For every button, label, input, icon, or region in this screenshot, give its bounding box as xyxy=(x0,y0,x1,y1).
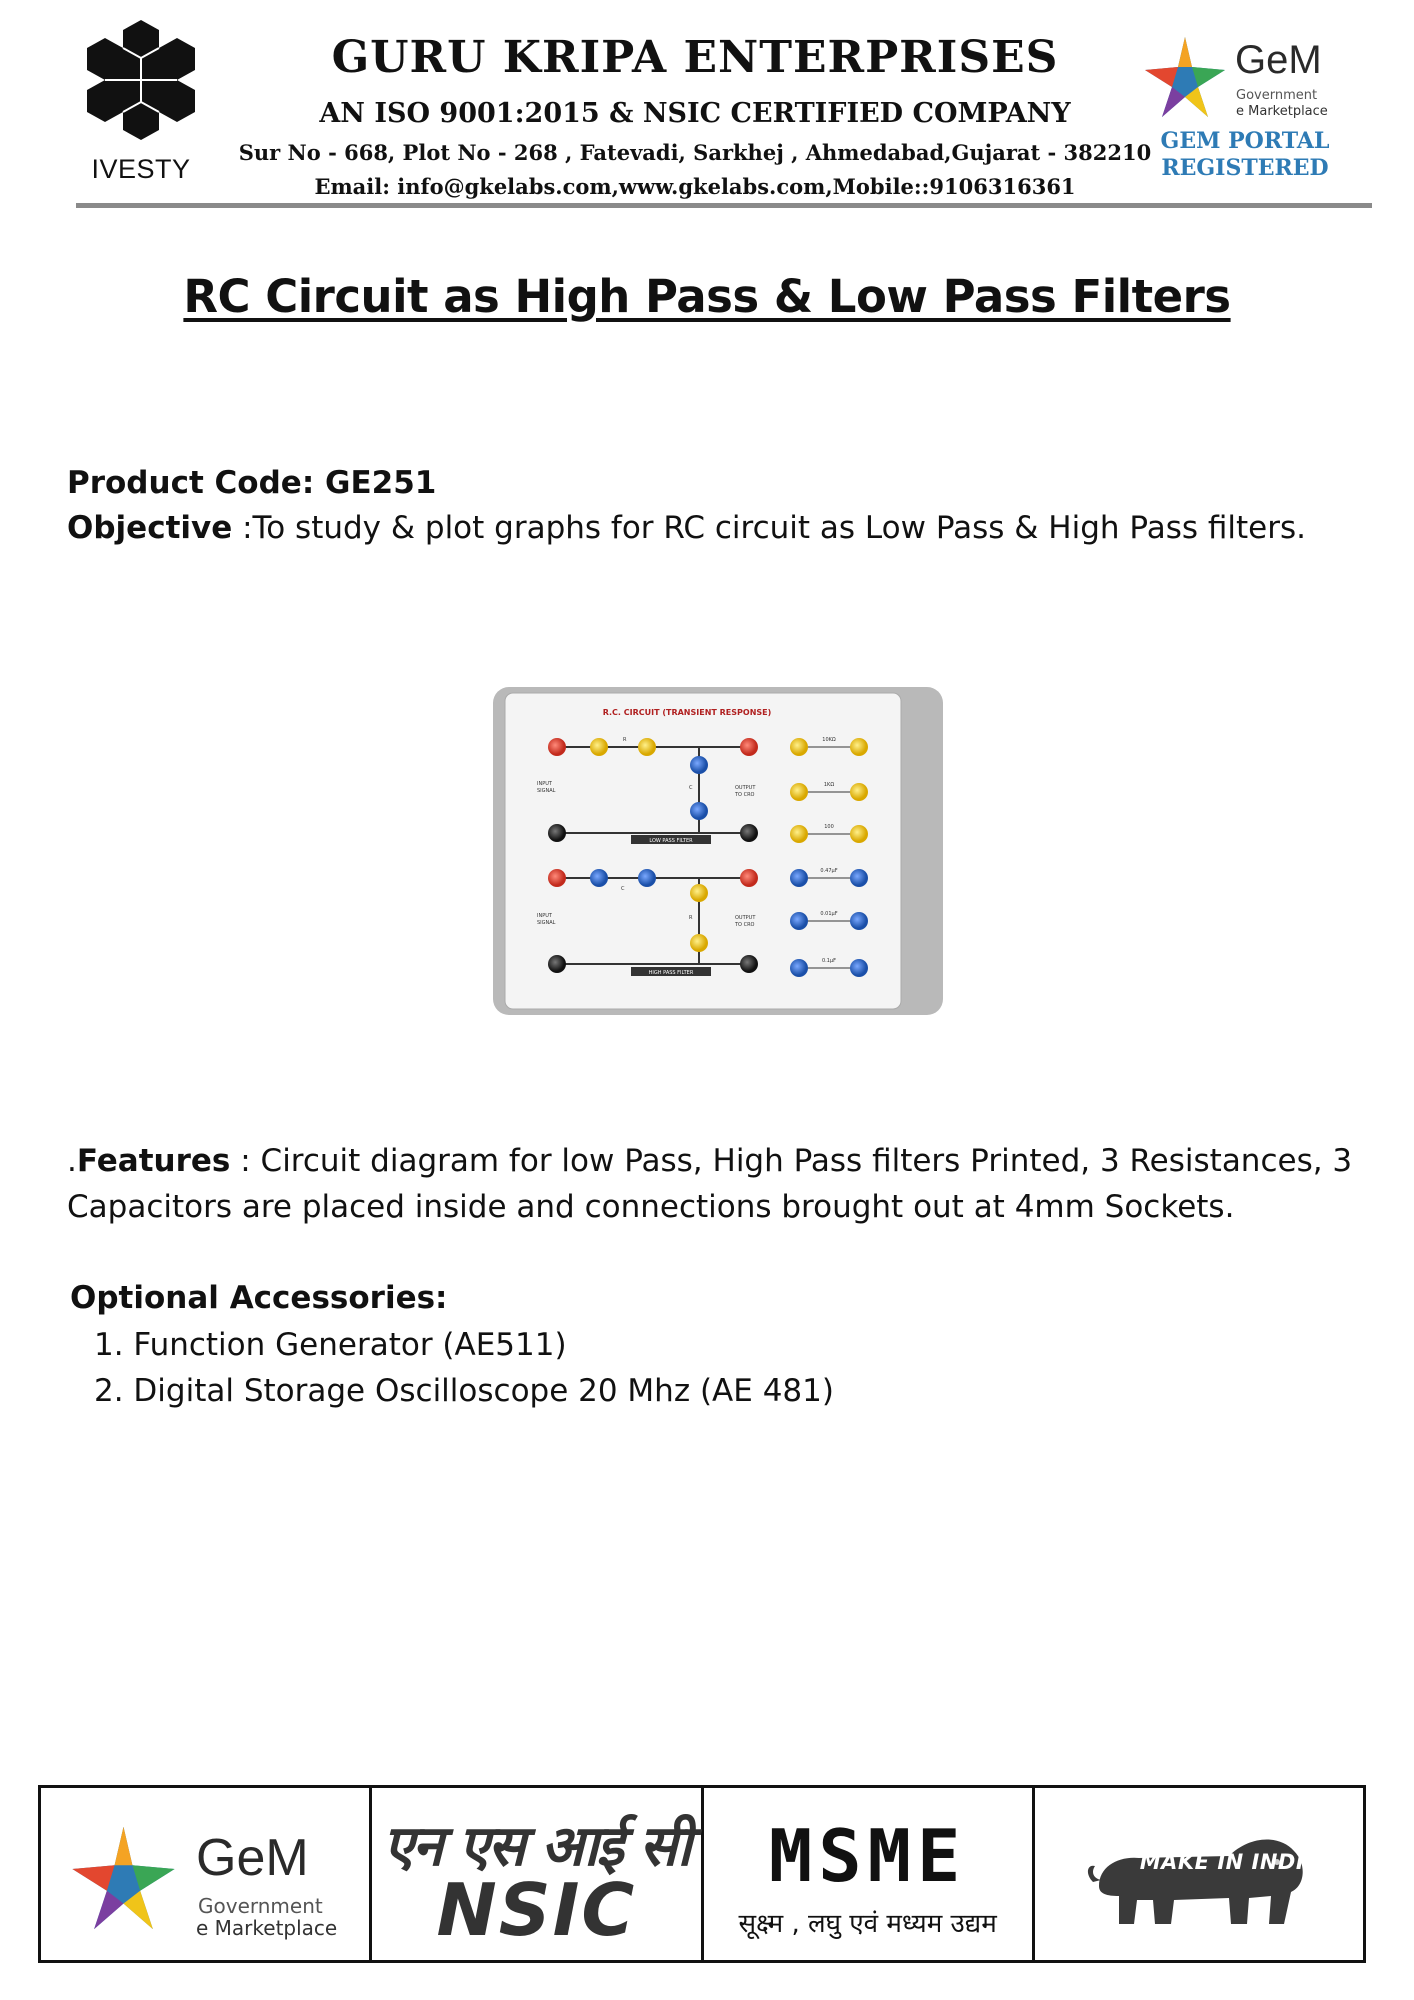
contact-line: Email: info@gkelabs.com,www.gkelabs.com,Mobile::9106316361 xyxy=(314,174,1076,199)
objective-label: Objective xyxy=(67,510,233,546)
page-header xyxy=(0,0,1414,215)
header-divider xyxy=(76,203,1372,208)
input-label-hp-2: SIGNAL xyxy=(537,920,556,926)
lp-r-label: R xyxy=(623,737,627,743)
footer-gem-marketplace: e Marketplace xyxy=(196,1916,338,1940)
nsic-text: NSIC xyxy=(436,1868,637,1952)
footer-nsic-logo xyxy=(372,1788,703,1960)
high-pass-filter-label: HIGH PASS FILTER xyxy=(648,970,694,976)
input-label-hp-1: INPUT xyxy=(537,913,552,919)
list-item: 2. Digital Storage Oscilloscope 20 Mhz (AE 481) xyxy=(94,1373,834,1409)
component-label-3: 100 xyxy=(824,824,834,830)
features-prefix: . xyxy=(67,1143,77,1179)
product-photo xyxy=(487,681,949,1021)
gem-portal-registered xyxy=(1140,128,1350,182)
ivesty-cube-icon xyxy=(81,18,201,148)
gem-star-icon xyxy=(1140,32,1230,122)
footer-logo-strip xyxy=(38,1785,1366,1963)
component-label-4: 0.47μF xyxy=(820,868,838,874)
features-text: : Circuit diagram for low Pass, High Pass filters Printed, 3 Resistances, 3 Capacitors are placed inside and connections brought out at 4mm Sockets. xyxy=(67,1143,1353,1225)
footer-msme-logo xyxy=(704,1788,1035,1960)
objective-text: :To study & plot graphs for RC circuit as Low Pass & High Pass filters. xyxy=(232,510,1306,546)
product-code: Product Code: GE251 xyxy=(67,465,437,501)
objective-line xyxy=(67,510,1387,546)
page-title: RC Circuit as High Pass & Low Pass Filters xyxy=(183,270,1231,323)
output-label-hp-2: TO CRO xyxy=(735,922,755,928)
rc-circuit-panel xyxy=(487,681,949,1021)
msme-wordmark: MSME xyxy=(768,1814,967,1898)
company-name: GURU KRIPA ENTERPRISES xyxy=(331,32,1059,83)
panel-heading: R.C. CIRCUIT (TRANSIENT RESPONSE) xyxy=(602,708,772,717)
component-label-6: 0.1μF xyxy=(821,958,837,964)
features-label: Features xyxy=(76,1143,231,1179)
msme-hindi-tagline: सूक्ष्म , लघु एवं मध्यम उद्यम xyxy=(738,1909,997,1939)
certification-line: AN ISO 9001:2015 & NSIC CERTIFIED COMPANY xyxy=(319,98,1071,129)
ivesty-label: IVESTY xyxy=(91,154,191,184)
make-in-india-text: MAKE IN INDIA xyxy=(1139,1850,1321,1874)
component-label-5: 0.01μF xyxy=(820,911,838,917)
footer-make-in-india-logo xyxy=(1035,1788,1363,1960)
footer-gem-logo xyxy=(41,1788,372,1960)
input-label-lp-1: INPUT xyxy=(537,781,552,787)
hp-r-label: R xyxy=(689,915,693,921)
output-label-lp-1: OUTPUT xyxy=(735,785,756,791)
gem-subtitle-government: Government xyxy=(1236,88,1318,103)
lion-icon xyxy=(1079,1816,1319,1936)
gem-subtitle-marketplace: e Marketplace xyxy=(1236,104,1328,119)
output-label-hp-1: OUTPUT xyxy=(735,915,756,921)
accessories-heading: Optional Accessories: xyxy=(70,1280,448,1316)
address-line: Sur No - 668, Plot No - 268 , Fatevadi, Sarkhej , Ahmedabad,Gujarat - 382210 xyxy=(238,140,1152,165)
ivesty-logo xyxy=(76,18,206,183)
lp-c-label: C xyxy=(689,785,693,791)
footer-gem-wordmark: GeM xyxy=(196,1829,309,1887)
footer-gem-government: Government xyxy=(198,1894,323,1918)
input-label-lp-2: SIGNAL xyxy=(537,788,556,794)
output-label-lp-2: TO CRO xyxy=(735,792,755,798)
portal-line-1: GEM PORTAL xyxy=(1160,128,1330,154)
portal-line-2: REGISTERED xyxy=(1161,155,1329,181)
nsic-hindi-text: एन एस आई सी xyxy=(383,1814,690,1879)
component-label-1: 10KΩ xyxy=(822,737,836,743)
gem-wordmark: GeM xyxy=(1235,38,1322,82)
company-block xyxy=(230,28,1160,204)
gem-portal-logo xyxy=(1140,30,1350,190)
hp-c-label: C xyxy=(621,886,625,892)
low-pass-filter-label: LOW PASS FILTER xyxy=(649,838,693,844)
component-label-2: 1KΩ xyxy=(823,782,835,788)
list-item: 1. Function Generator (AE511) xyxy=(94,1327,567,1363)
gem-star-icon xyxy=(66,1818,181,1938)
features-paragraph xyxy=(67,1138,1367,1230)
accessories-list xyxy=(70,1322,834,1414)
